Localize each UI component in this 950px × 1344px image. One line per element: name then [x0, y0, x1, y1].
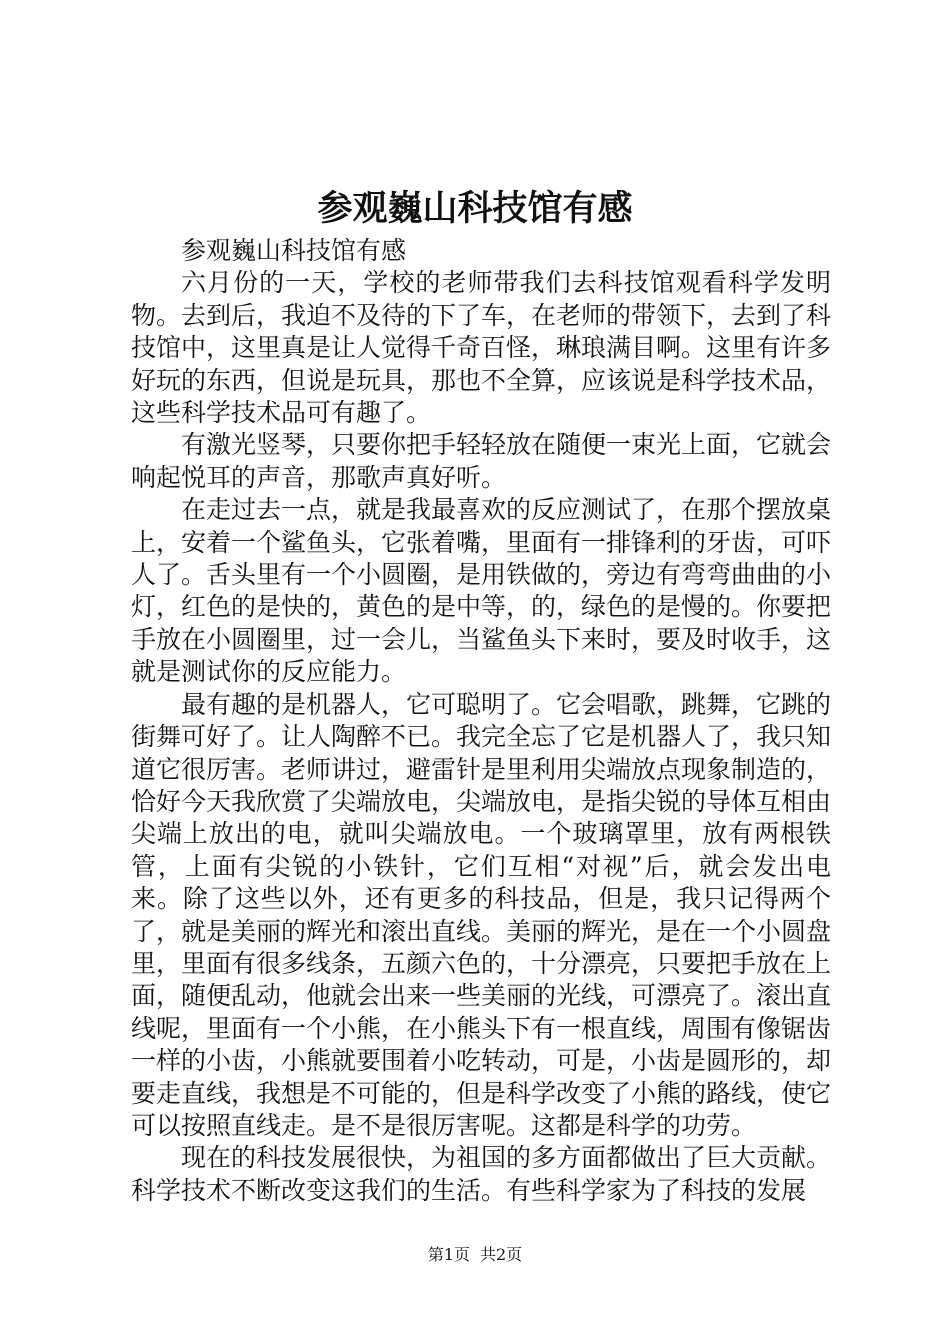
paragraph: 六月份的一天，学校的老师带我们去科技馆观看科学发明物。去到后，我迫不及待的下了车，在老师的带领下，去到了科技馆中，这里真是让人觉得千奇百怪，琳琅满目啊。这里有许多好玩的东西，但说是玩具，那也不全算，应该说是科学技术品，这些科学技术品可有趣了。 [131, 268, 832, 428]
document-body [131, 235, 831, 1207]
page-number: 第1页 [427, 1245, 470, 1264]
document-title: 参观巍山科技馆有感 [317, 188, 633, 229]
page-footer [0, 1245, 950, 1265]
paragraph: 现在的科技发展很快，为祖国的多方面都做出了巨大贡献。科学技术不断改变这我们的生活。有些科学家为了科技的发展 [131, 1143, 832, 1205]
paragraph: 最有趣的是机器人，它可聪明了。它会唱歌，跳舞，它跳的街舞可好了。让人陶醉不已。我完全忘了它是机器人了，我只知道它很厉害。老师讲过，避雷针是里利用尖端放点现象制造的，恰好今天我欣赏了尖端放电，尖端放电，是指尖锐的导体互相由尖端上放出的电，就叫尖端放电。一个玻璃罩里，放有两根铁管，上面有尖锐的小铁针，它们互相“对视”后，就会发出电来。除了这些以外，还有更多的科技品，但是，我只记得两个了，就是美丽的辉光和滚出直线。美丽的辉光，是在一个小圆盘里，里面有很多线条，五颜六色的，十分漂亮，只要把手放在上面，随便乱动，他就会出来一些美丽的光线，可漂亮了。滚出直线呢，里面有一个小熊，在小熊头下有一根直线，周围有像锯齿一样的小齿，小熊就要围着小吃转动，可是，小齿是圆形的，却要走直线，我想是不可能的，但是科学改变了小熊的路线，使它可以按照直线走。是不是很厉害呢。这都是科学的功劳。 [131, 689, 832, 1140]
paragraph: 有激光竖琴，只要你把手轻轻放在随便一束光上面，它就会响起悦耳的声音，那歌声真好听。 [131, 430, 832, 492]
paragraph: 在走过去一点，就是我最喜欢的反应测试了，在那个摆放桌上，安着一个鲨鱼头，它张着嘴，里面有一排锋利的牙齿，可吓人了。舌头里有一个小圆圈，是用铁做的，旁边有弯弯曲曲的小灯，红色的是快的，黄色的是中等，的，绿色的是慢的。你要把手放在小圆圈里，过一会儿，当鲨鱼头下来时，要及时收手，这就是测试你的反应能力。 [131, 495, 832, 687]
paragraph-subtitle: 参观巍山科技馆有感 [181, 236, 407, 265]
page-total: 共2页 [480, 1245, 523, 1264]
